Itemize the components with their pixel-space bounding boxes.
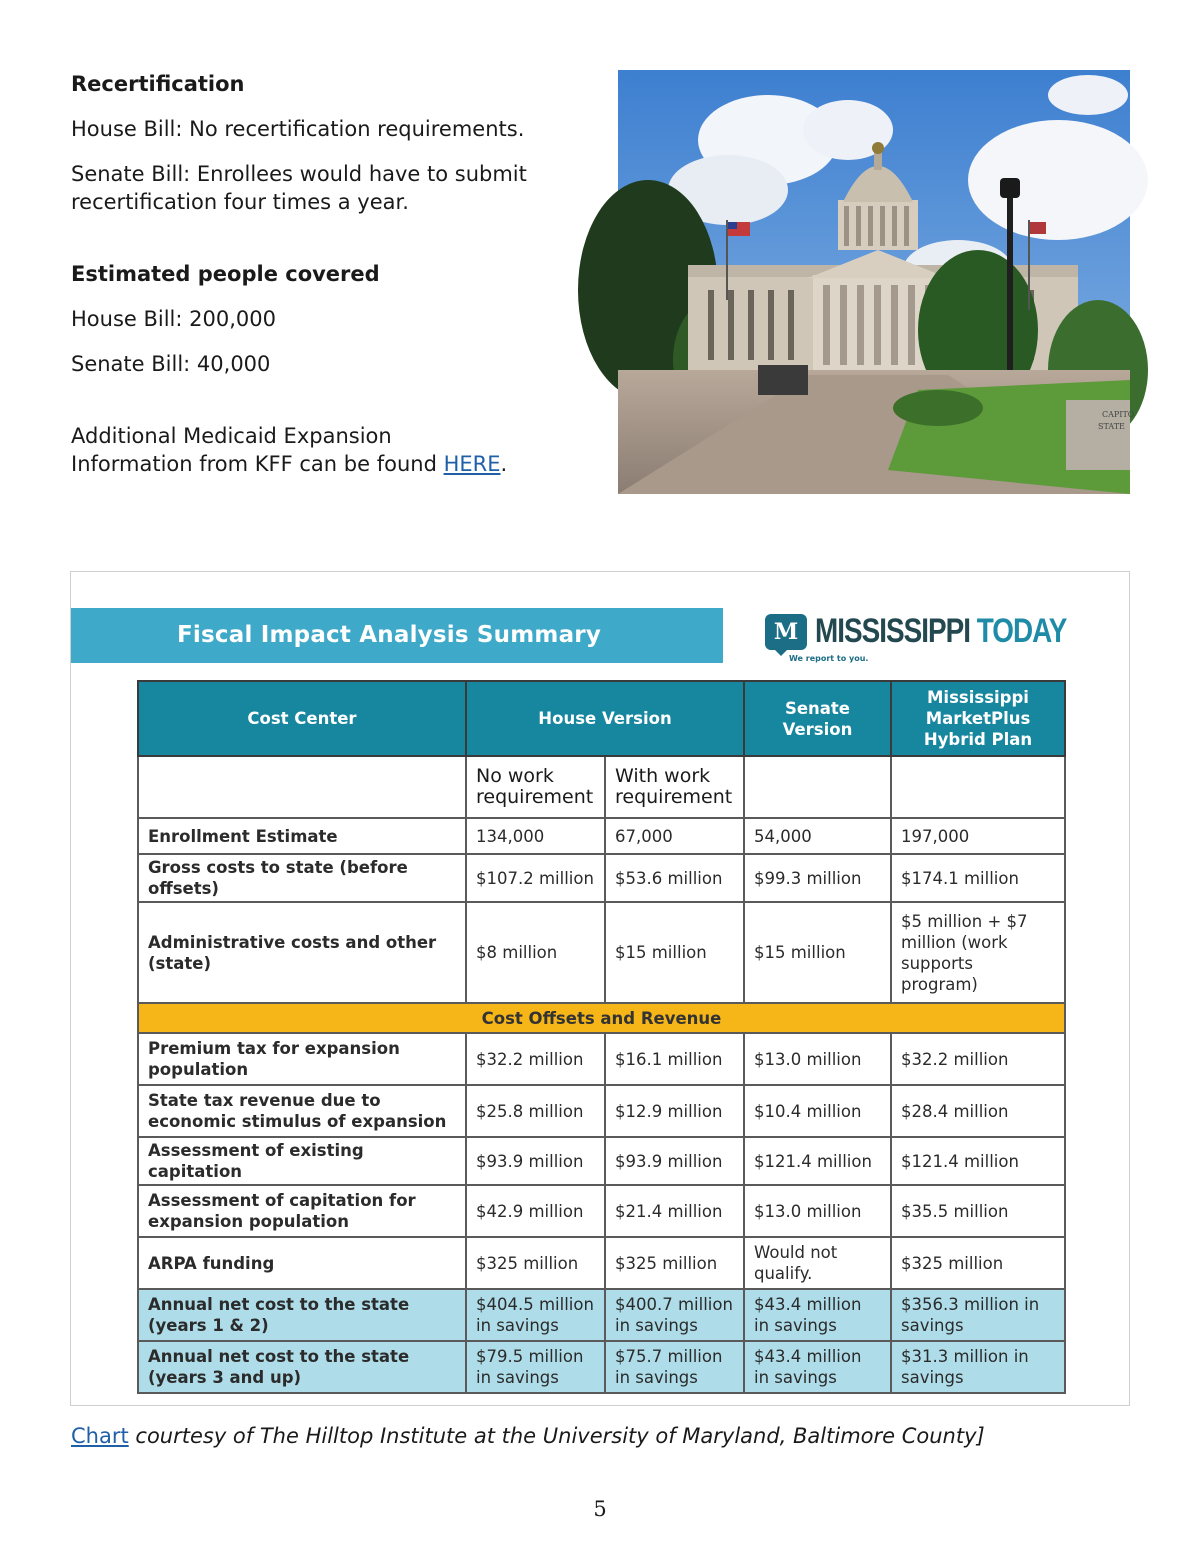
coverage-house: House Bill: 200,000 [71,307,276,331]
cell-no-work: $79.5 million in savings [466,1341,605,1393]
mississippi-today-logo [765,610,1067,663]
table-row [138,1237,1065,1289]
row-label: ARPA funding [138,1237,466,1289]
cell-senate: $43.4 million in savings [744,1289,891,1341]
cell-hybrid: $356.3 million in savings [891,1289,1065,1341]
recertification-senate-line2: recertification four times a year. [71,190,409,214]
kff-here-link[interactable]: HERE [443,452,501,476]
header-house-version: House Version [466,681,744,756]
logo-tagline: We report to you. [789,654,869,663]
cell-with-work: $53.6 million [605,854,744,902]
subheader-blank-hybrid [891,756,1065,818]
cell-senate: $43.4 million in savings [744,1341,891,1393]
cell-hybrid: $31.3 million in savings [891,1341,1065,1393]
header-cost-center: Cost Center [138,681,466,756]
row-label: Enrollment Estimate [138,818,466,854]
header-hybrid-plan [891,681,1065,756]
sign-text-2: STATE [1098,422,1125,431]
subheader-no-work-line1: No work [476,765,554,787]
cell-no-work: $32.2 million [466,1033,605,1085]
cell-senate: $15 million [744,902,891,1003]
cell-hybrid: $35.5 million [891,1185,1065,1237]
subheader-with-work [605,756,744,818]
subheader-blank-senate [744,756,891,818]
subheader-no-work-line2: requirement [476,786,594,808]
cell-senate: Would not qualify. [744,1237,891,1289]
cell-with-work: $93.9 million [605,1137,744,1185]
sign-text-1: CAPITO [1102,410,1135,419]
table-row [138,1341,1065,1393]
row-label: Administrative costs and other (state) [138,902,466,1003]
chart-source-link[interactable]: Chart [71,1424,129,1448]
logo-word-2: TODAY [976,612,1067,650]
subheader-blank [138,756,466,818]
cell-with-work: $325 million [605,1237,744,1289]
capitol-photo [618,70,1135,494]
offsets-band: Cost Offsets and Revenue [138,1003,1065,1033]
cell-hybrid: $5 million + $7 million (work supports program) [891,902,1065,1003]
cell-hybrid: $121.4 million [891,1137,1065,1185]
cell-hybrid: $32.2 million [891,1033,1065,1085]
table-row [138,818,1065,854]
subheader-row [138,756,1065,818]
cell-senate: $99.3 million [744,854,891,902]
cell-senate: $121.4 million [744,1137,891,1185]
cell-with-work: $12.9 million [605,1085,744,1137]
table-row [138,1033,1065,1085]
table-row [138,1289,1065,1341]
subheader-with-work-line2: requirement [615,786,733,808]
cell-senate: $10.4 million [744,1085,891,1137]
cell-no-work: $93.9 million [466,1137,605,1185]
cell-no-work: 134,000 [466,818,605,854]
cell-hybrid: $174.1 million [891,854,1065,902]
chart-caption [71,1422,1131,1450]
coverage-senate: Senate Bill: 40,000 [71,352,271,376]
logo-wordmark [815,610,1066,652]
recertification-house: House Bill: No recertification requirements. [71,117,525,141]
row-label: Gross costs to state (before offsets) [138,854,466,902]
cell-hybrid: $325 million [891,1237,1065,1289]
logo-mark-icon: M [765,614,807,650]
cell-no-work: $42.9 million [466,1185,605,1237]
header-hybrid-line1: Mississippi [927,688,1029,707]
table-row [138,1137,1065,1185]
header-senate-line1: Senate [784,698,851,718]
caption-text: courtesy of The Hilltop Institute at the University of Maryland, Baltimore County] [128,1424,985,1448]
cell-senate: $13.0 million [744,1033,891,1085]
cell-no-work: $8 million [466,902,605,1003]
table-row [138,902,1065,1003]
cell-senate: $13.0 million [744,1185,891,1237]
intro-text-column [71,70,571,478]
logo-word-1: MISSISSIPPI [815,612,970,650]
row-label: State tax revenue due to economic stimulus of expansion [138,1085,466,1137]
cell-no-work: $25.8 million [466,1085,605,1137]
cell-with-work: $15 million [605,902,744,1003]
header-senate-version [744,681,891,756]
fiscal-impact-chart [70,571,1130,1406]
subheader-with-work-line1: With work [615,765,711,787]
chart-title: Fiscal Impact Analysis Summary [177,622,602,648]
cell-with-work: $16.1 million [605,1033,744,1085]
row-label: Assessment of existing capitation [138,1137,466,1185]
cell-no-work: $404.5 million in savings [466,1289,605,1341]
cell-with-work: $75.7 million in savings [605,1341,744,1393]
header-senate-line2: Version [782,719,853,739]
table-row [138,1185,1065,1237]
cell-senate: 54,000 [744,818,891,854]
row-label: Premium tax for expansion population [138,1033,466,1085]
fiscal-table [137,680,1066,1394]
kff-suffix: . [500,452,508,476]
kff-line2-text: Information from KFF can be found [71,452,444,476]
cell-no-work: $107.2 million [466,854,605,902]
logo-speech-tail [773,648,789,656]
header-row [138,681,1065,756]
cell-with-work: $21.4 million [605,1185,744,1237]
row-label: Annual net cost to the state (years 1 & 2) [138,1289,466,1341]
cell-with-work: 67,000 [605,818,744,854]
row-label: Assessment of capitation for expansion population [138,1185,466,1237]
table-row [138,1085,1065,1137]
kff-line1: Additional Medicaid Expansion [71,424,392,448]
header-hybrid-line2: MarketPlus [925,709,1031,728]
coverage-heading: Estimated people covered [71,262,380,286]
subheader-no-work [466,756,605,818]
table-row [138,854,1065,902]
recertification-heading: Recertification [71,72,245,96]
cell-hybrid: 197,000 [891,818,1065,854]
page-number: 5 [593,1497,607,1521]
offsets-band-row [138,1003,1065,1033]
recertification-senate-line1: Senate Bill: Enrollees would have to submit [71,162,527,186]
cell-with-work: $400.7 million in savings [605,1289,744,1341]
header-hybrid-line3: Hybrid Plan [923,730,1033,749]
cell-no-work: $325 million [466,1237,605,1289]
kff-line2 [71,450,571,478]
cell-hybrid: $28.4 million [891,1085,1065,1137]
row-label: Annual net cost to the state (years 3 and up) [138,1341,466,1393]
